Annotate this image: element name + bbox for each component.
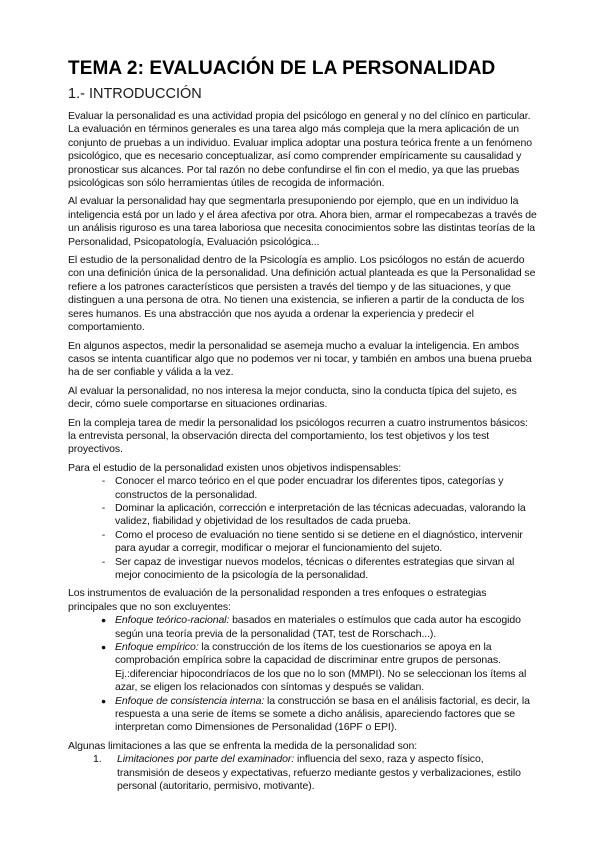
list-item-text [117,753,538,793]
dash-marker: - [101,528,106,541]
item-lead: Enfoque teórico-racional: [115,614,230,627]
objetivos-list [68,475,538,582]
section-heading: 1.- INTRODUCCIÓN [68,86,202,102]
list-item [68,475,538,502]
list-item-text: Conocer el marco teórico en el que poder encuadrar los diferentes tipos, categorías y constructos de la personalidad. [115,475,504,501]
item-lead: Enfoque de consistencia interna: [115,694,265,707]
objetivos-intro: Para el estudio de la personalidad existen unos objetivos indispensables: [68,461,402,474]
paragraph-estudio-amplio: El estudio de la personalidad dentro de la Psicología es amplio. Los psicólogos no están de acuerdo con una definición única de la personalidad. Una definición actual planteada es que la Personalidad se refiere a los patrones característicos que persisten a través del tiempo y de las situaciones, y que distinguen a una persona de otra. No tienen una existencia, se infieren a partir de la conducta de los seres humanos. Es una abstracción que nos ayuda a ordenar la experiencia y predecir el comportamiento. [68,254,536,334]
list-item [68,529,538,556]
paragraph-conducta-tipica: Al evaluar la personalidad, no nos interesa la mejor conducta, sino la conducta típica del sujeto, es decir, cómo suele comportarse en situaciones ordinarias. [68,384,517,411]
limitaciones-intro: Algunas limitaciones a las que se enfrenta la medida de la personalidad son: [68,739,418,752]
paragraph-cuatro-instrumentos: En la compleja tarea de medir la personalidad los psicólogos recurren a cuatro instrumentos básicos: la entrevista personal, la observación directa del comportamiento, los test objetivos y los test proyectivos. [68,416,528,456]
paragraph-medir-inteligencia: En algunos aspectos, medir la personalidad se asemeja mucho a evaluar la inteligencia. En ambos casos se intenta cuantificar algo que no podemos ver ni tocar, y también en ambos una buena prueba ha de ser confiable y válida a la vez. [68,339,532,379]
list-item-text [115,614,538,641]
list-item [68,502,538,529]
dash-marker: - [101,555,106,568]
enfoques-intro: Los instrumentos de evaluación de la personalidad responden a tres enfoques o estrategias principales que no son excluyentes: [68,587,487,613]
list-item [68,641,538,695]
paragraph-evaluar-actividad: Evaluar la personalidad es una actividad propia del psicólogo en general y no del clínico en particular. La evaluación en términos generales es una tarea algo más compleja que la mera aplicación de un conjunto de pruebas a un individuo. Evaluar implica adoptar una postura teórica frente a un fenómeno psicológico, que es necesario conceptualizar, así como comprender empíricamente su causalidad y pronosticar sus alcances. Por tal razón no debe confundirse el fin con el medio, ya que las pruebas psicológicas son sólo herramientas útiles de recogida de información. [68,110,532,190]
list-item [68,753,538,793]
bullet-icon: ● [100,695,107,706]
bullet-icon: ● [100,615,107,626]
item-body: influencia del sexo, raza y aspecto físico, transmisión de deseos y expectativas, refuerzo mediante gestos y verbalizaciones, estilo personal (autoritario, permisivo, motivante). [117,753,521,793]
list-item-text: Como el proceso de evaluación no tiene sentido si se detiene en el diagnóstico, intervenir para ayudar a corregir, modificar o mejorar el funcionamiento del sujeto. [115,528,523,555]
bullet-icon: ● [100,642,107,653]
dash-marker: - [101,501,106,514]
document-title: TEMA 2: EVALUACIÓN DE LA PERSONALIDAD [68,58,496,79]
list-item [68,614,538,641]
list-item [68,556,538,583]
list-item [68,695,538,735]
item-lead: Enfoque empírico: [115,641,199,654]
list-item-text [115,695,538,735]
item-body: la construcción de los ítems de los cuestionarios se apoya en la comprobación empírica sobre la capacidad de discriminar entre grupos de personas. Ej.:diferenciar hipocondríacos de los que no lo son (MMPI). No se seleccionan los ítems al azar, se eligen los relacionados con síntomas y después se validan. [115,641,527,694]
list-item-text: Dominar la aplicación, corrección e interpretación de las técnicas adecuadas, valorando la validez, fiabilidad y objetividad de los resultados de cada prueba. [115,501,526,528]
list-item-text [115,641,538,695]
list-item-text: Ser capaz de investigar nuevos modelos, técnicas o diferentes estrategias que sirvan al mejor conocimiento de la psicología de la personalidad. [115,555,515,581]
limitaciones-list [68,753,538,793]
dash-marker: - [101,475,106,488]
item-body: basados en materiales o estímulos que cada autor ha escogido según una teoría previa de la personalidad (TAT, test de Rorschach...). [115,614,521,640]
item-body: la construcción se basa en el análisis factorial, es decir, la respuesta a una serie de ítems se somete a dicho análisis, apareciendo factores que se interpretan como Dimensiones de Personalidad (16PF o EPI). [115,694,530,734]
paragraph-segmentar: Al evaluar la personalidad hay que segmentarla presuponiendo por ejemplo, que en un individuo la inteligencia está por un lado y el área afectiva por otra. Ahora bien, armar el rompecabezas a través de un análisis riguroso es una tarea laboriosa que necesita conocimientos sobre las distintas teorías de la Personalidad, Psicopatología, Evaluación psicológica... [68,195,537,248]
item-number: 1. [93,753,102,766]
item-lead: Limitaciones por parte del examinador: [117,753,295,766]
enfoques-list [68,614,538,735]
